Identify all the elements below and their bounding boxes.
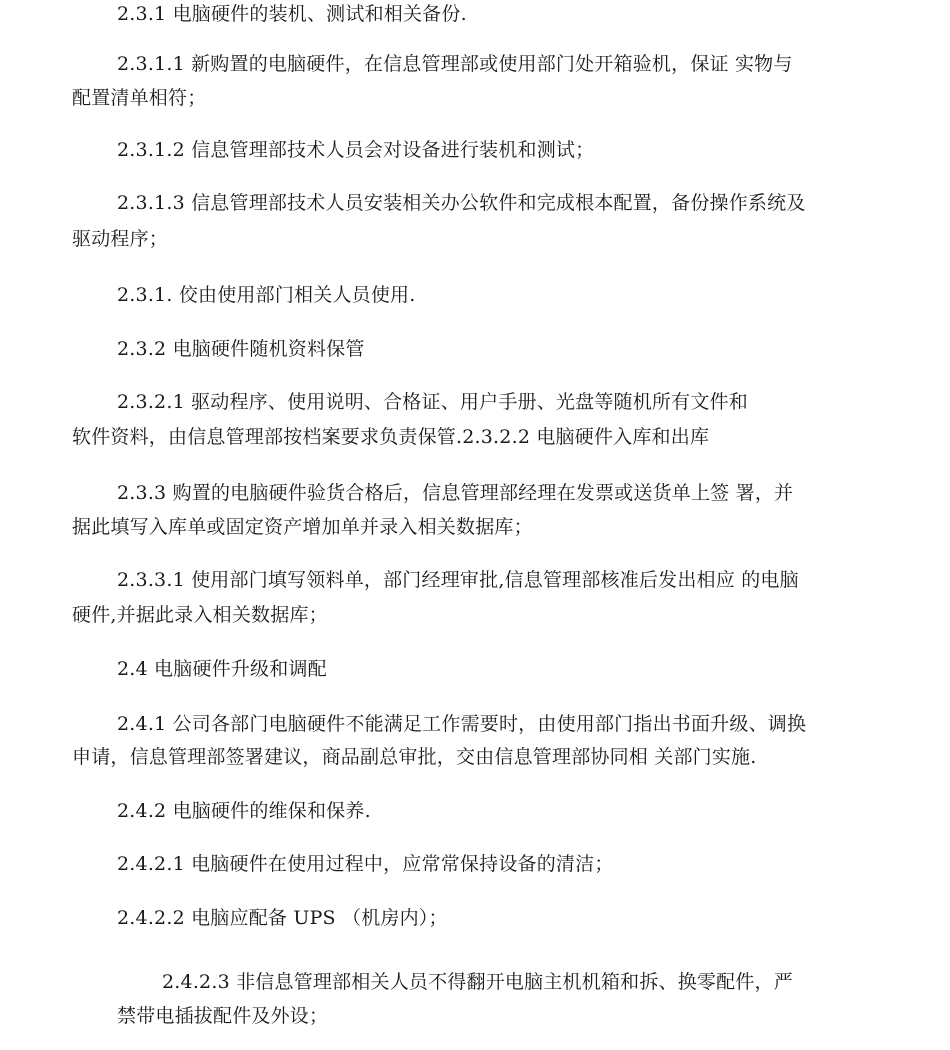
section-2-3-1-3-line-2: 驱动程序；: [72, 228, 169, 250]
section-2-4-2-3-line-1: 2.4.2.3 非信息管理部相关人员不得翻开电脑主机机箱和拆、换零配件，严: [162, 971, 793, 993]
section-2-4-2-2: 2.4.2.2 电脑应配备 UPS （机房内）；: [117, 907, 448, 929]
section-2-3-1-2: 2.3.1.2 信息管理部技术人员会对设备进行装机和测试；: [117, 139, 595, 161]
section-2-4-2-3-line-2: 禁带电插拔配件及外设；: [117, 1005, 329, 1027]
section-2-4-1-line-2: 申请，信息管理部签署建议，商品副总审批，交由信息管理部协同相 关部门实施.: [72, 746, 757, 768]
section-2-3-2-1-line-1: 2.3.2.1 驱动程序、使用说明、合格证、用户手册、光盘等随机所有文件和: [117, 391, 748, 413]
section-2-3-1-4: 2.3.1. 佼由使用部门相关人员使用.: [117, 284, 416, 306]
section-2-4-2-heading: 2.4.2 电脑硬件的维保和保养.: [117, 800, 371, 822]
section-2-3-1-1-line-1: 2.3.1.1 新购置的电脑硬件，在信息管理部或使用部门处开箱验机，保证 实物与: [117, 53, 793, 75]
section-2-3-1-1-line-2: 配置清单相符；: [72, 87, 207, 109]
section-2-4-heading: 2.4 电脑硬件升级和调配: [117, 658, 327, 680]
section-2-3-3-line-1: 2.3.3 购置的电脑硬件验货合格后，信息管理部经理在发票或送货单上签 署，并: [117, 482, 794, 504]
section-2-3-3-1-line-2: 硬件,并据此录入相关数据库；: [72, 604, 328, 626]
section-2-3-3-line-2: 据此填写入库单或固定资产增加单并录入相关数据库；: [72, 516, 533, 538]
section-2-3-1-3-line-1: 2.3.1.3 信息管理部技术人员安装相关办公软件和完成根本配置，备份操作系统及: [117, 192, 806, 214]
section-2-4-2-1: 2.4.2.1 电脑硬件在使用过程中，应常常保持设备的清洁；: [117, 853, 614, 875]
section-2-3-1-heading: 2.3.1 电脑硬件的装机、测试和相关备份.: [117, 3, 467, 25]
section-2-3-2-heading: 2.3.2 电脑硬件随机资料保管: [117, 338, 365, 360]
section-2-3-3-1-line-1: 2.3.3.1 使用部门填写领料单，部门经理审批,信息管理部核准后发出相应 的电脑: [117, 569, 799, 591]
section-2-4-1-line-1: 2.4.1 公司各部门电脑硬件不能满足工作需要时，由使用部门指出书面升级、调换: [117, 713, 807, 735]
section-2-3-2-1-line-2: 软件资料，由信息管理部按档案要求负责保管.2.3.2.2 电脑硬件入库和出库: [72, 426, 710, 448]
